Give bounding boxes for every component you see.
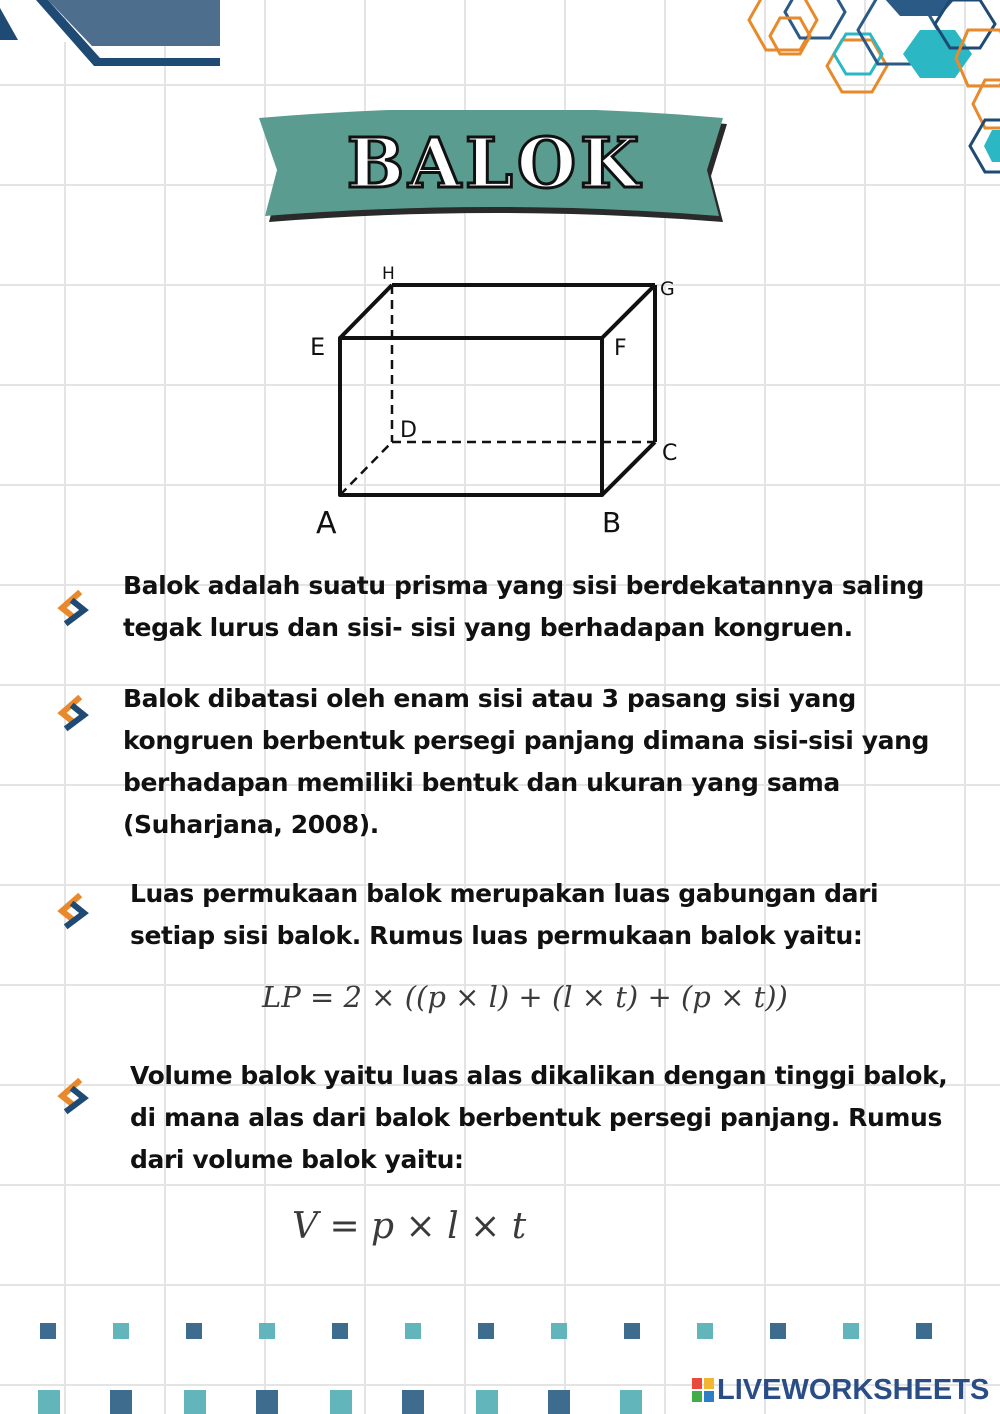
chevron-bullet-icon bbox=[54, 590, 94, 634]
vertex-label-c: C bbox=[662, 441, 678, 466]
liveworksheets-logo[interactable] bbox=[692, 1372, 989, 1408]
paragraph-1: Balok adalah suatu prisma yang sisi berdekatannya saling tegak lurus dan sisi- sisi yang berhadapan kongruen. bbox=[123, 571, 925, 642]
vertex-label-h: H bbox=[382, 264, 395, 284]
vertex-label-b: B bbox=[602, 506, 622, 539]
paragraph-3: Luas permukaan balok merupakan luas gabungan dari setiap sisi balok. Rumus luas permukaan balok yaitu: bbox=[130, 879, 879, 950]
paragraph-2: Balok dibatasi oleh enam sisi atau 3 pasang sisi yang kongruen berbentuk persegi panjang dimana sisi-sisi yang berhadapan memiliki bentuk dan ukuran yang sama (Suharjana, 2008). bbox=[123, 684, 929, 839]
chevron-bullet-icon bbox=[54, 893, 94, 937]
vertex-label-e: E bbox=[310, 333, 326, 361]
vertex-label-g: G bbox=[660, 278, 675, 300]
chevron-bullet-icon bbox=[54, 1078, 94, 1122]
chevron-bullet-icon bbox=[54, 695, 94, 739]
brand-name: LIVEWORKSHEETS bbox=[717, 1373, 990, 1406]
paragraph-4: Volume balok yaitu luas alas dikalikan dengan tinggi balok, di mana alas dari balok berbentuk persegi panjang. Rumus dari volume balok yaitu: bbox=[130, 1061, 948, 1174]
title-banner bbox=[255, 110, 735, 235]
page-title: BALOK bbox=[346, 124, 644, 204]
vertex-label-f: F bbox=[614, 336, 627, 361]
brand-logo-icon bbox=[692, 1378, 714, 1402]
front-face bbox=[340, 338, 602, 495]
cuboid-diagram bbox=[300, 255, 700, 545]
volume-formula: V = p × l × t bbox=[292, 1206, 527, 1247]
surface-area-formula: LP = 2 × ((p × l) + (l × t) + (p × t)) bbox=[262, 980, 788, 1014]
vertex-label-d: D bbox=[400, 418, 417, 443]
vertex-label-a: A bbox=[316, 506, 337, 541]
